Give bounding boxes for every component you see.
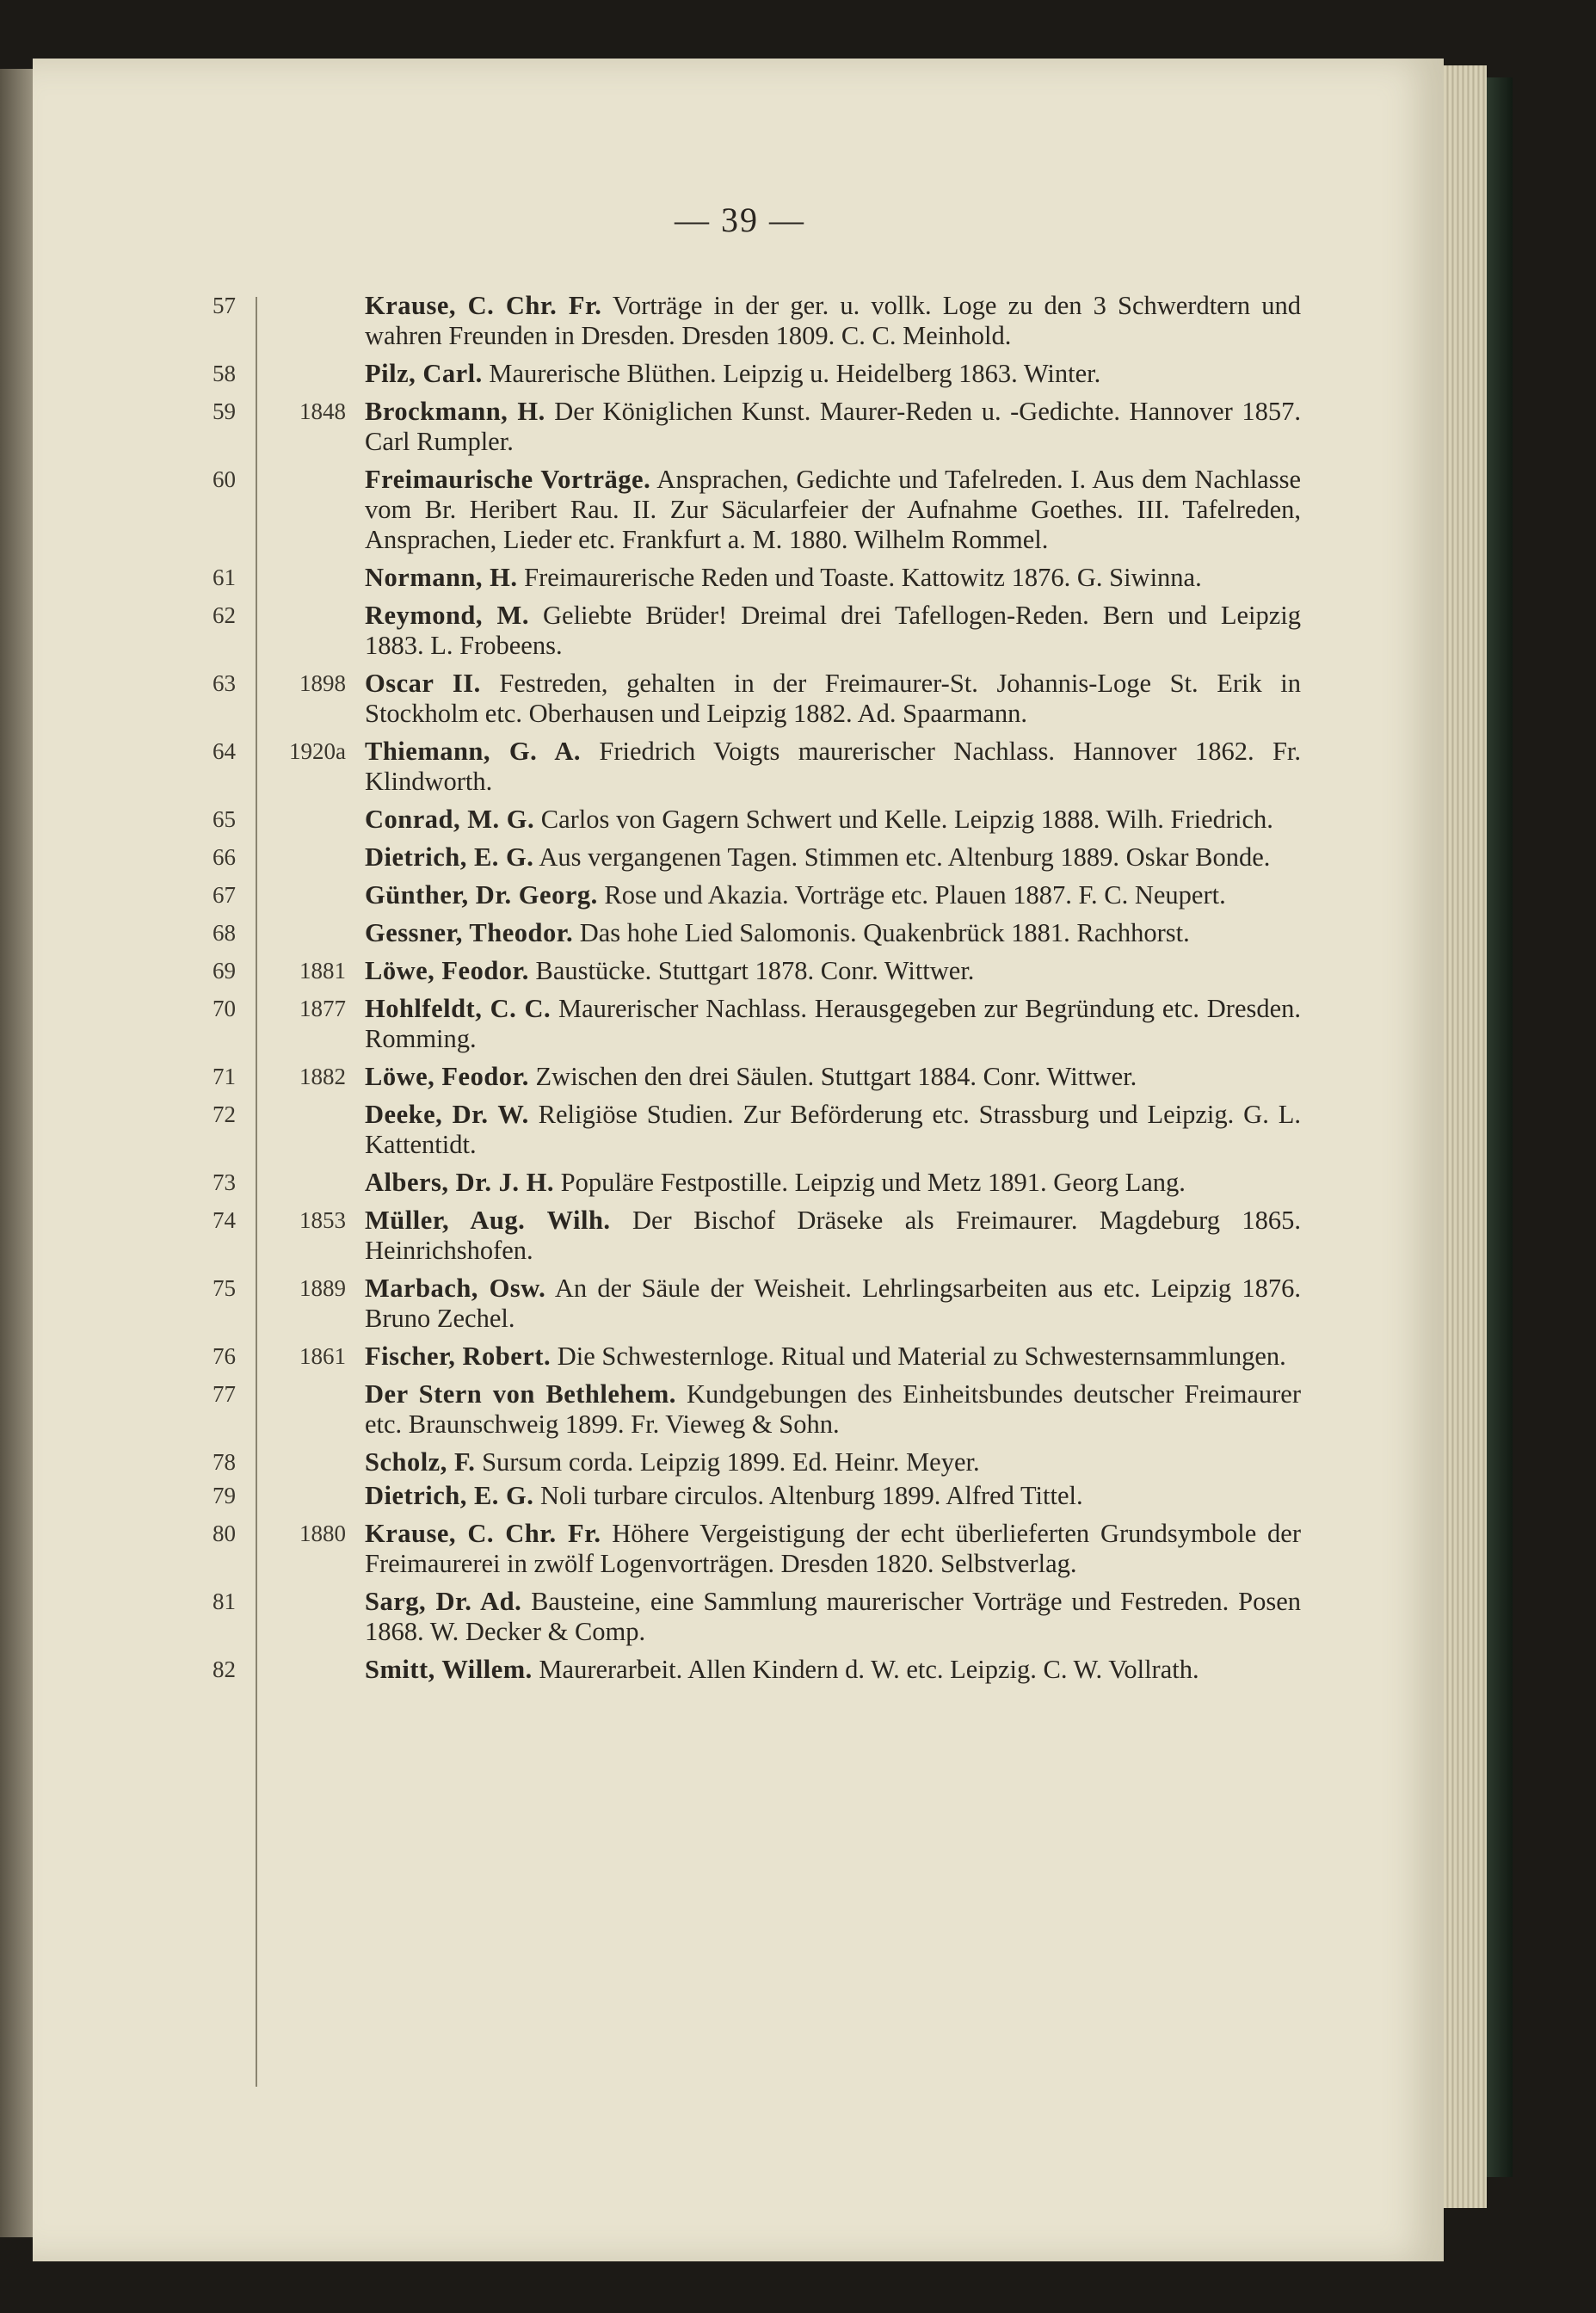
- entry-description: Zwischen den drei Säulen. Stuttgart 1884. Conr. Wittwer.: [535, 1062, 1137, 1091]
- list-item: [198, 956, 1303, 986]
- entry-description: Friedrich Voigts maurerischer Nachlass. Hannover 1862. Fr. Klindworth.: [365, 737, 1302, 796]
- entry-number: 69: [213, 958, 236, 984]
- entry-description: Festreden, gehalten in der Freimaurer-St. Johannis-Loge St. Erik in Stockholm etc. Oberhausen und Leipzig 1882. Ad. Spaarmann.: [365, 669, 1301, 728]
- page-number: — 39 —: [675, 200, 805, 239]
- entry-description: Bausteine, eine Sammlung maurerischer Vorträge und Festreden. Posen 1868. W. Decker & Comp.: [365, 1587, 1302, 1646]
- list-item: [198, 1519, 1303, 1579]
- entry-number: 78: [213, 1449, 236, 1475]
- entry-author: Krause, C. Chr. Fr.: [365, 1519, 601, 1548]
- entry-author: Freimaurische Vorträge.: [365, 465, 651, 494]
- entry-number: 79: [213, 1483, 236, 1508]
- entry-reference: 1881: [299, 958, 346, 984]
- entry-author: Fischer, Robert.: [365, 1342, 552, 1371]
- entry-reference: 1898: [299, 670, 346, 696]
- entry-author: Scholz, F.: [365, 1447, 476, 1477]
- entry-number: 58: [213, 361, 236, 386]
- entry-number: 68: [213, 920, 236, 946]
- entry-description: Aus vergangenen Tagen. Stimmen etc. Altenburg 1889. Oskar Bonde.: [539, 842, 1271, 872]
- list-item: [198, 1587, 1303, 1647]
- entry-number: 57: [213, 293, 236, 318]
- entry-number: 74: [213, 1207, 236, 1233]
- list-item: [198, 1447, 1303, 1477]
- entry-description: Geliebte Brüder! Dreimal drei Tafellogen-Reden. Bern und Leipzig 1883. L. Frobeens.: [365, 601, 1301, 660]
- entry-author: Normann, H.: [365, 563, 518, 592]
- entry-number: 76: [213, 1343, 236, 1369]
- entry-author: Dietrich, E. G.: [365, 842, 534, 872]
- book-cover-edge: [1487, 77, 1513, 2177]
- entry-author: Albers, Dr. J. H.: [365, 1168, 555, 1197]
- list-item: [198, 563, 1303, 593]
- list-item: [198, 1481, 1303, 1511]
- entry-description: Baustücke. Stuttgart 1878. Conr. Wittwer.: [535, 956, 975, 985]
- entry-description: Der Königlichen Kunst. Maurer-Reden u. -Gedichte. Hannover 1857. Carl Rumpler.: [365, 397, 1302, 456]
- previous-page-edge: [0, 69, 34, 2237]
- entry-number: 75: [213, 1275, 236, 1301]
- entry-author: Brockmann, H.: [365, 397, 545, 426]
- list-item: [198, 1100, 1303, 1160]
- entry-number: 82: [213, 1656, 236, 1682]
- entry-number: 59: [213, 398, 236, 424]
- list-item: [198, 918, 1303, 948]
- list-item: [198, 1274, 1303, 1334]
- entry-description: Kundgebungen des Einheitsbundes deutscher Freimaurer etc. Braunschweig 1899. Fr. Vieweg & Sohn.: [365, 1379, 1302, 1439]
- list-item: [198, 805, 1303, 835]
- list-item: [198, 1379, 1303, 1440]
- entry-author: Der Stern von Bethlehem.: [365, 1379, 676, 1409]
- list-item: [198, 465, 1303, 555]
- entry-description: Maurerischer Nachlass. Herausgegeben zur Begründung etc. Dresden. Romming.: [365, 994, 1302, 1053]
- list-item: [198, 1655, 1303, 1685]
- list-item: [198, 1168, 1303, 1198]
- entry-reference: 1880: [299, 1520, 346, 1546]
- entry-number: 71: [213, 1064, 236, 1089]
- entry-description: Religiöse Studien. Zur Beförderung etc. Strassburg und Leipzig. G. L. Kattentidt.: [365, 1100, 1301, 1159]
- entry-number: 72: [213, 1101, 236, 1127]
- entry-number: 73: [213, 1169, 236, 1195]
- entry-number: 64: [213, 738, 236, 764]
- entry-description: Höhere Vergeistigung der echt überlieferten Grundsymbole der Freimaurerei in zwölf Logenvorträgen. Dresden 1820. Selbstverlag.: [365, 1519, 1302, 1578]
- entry-reference: 1861: [299, 1343, 346, 1369]
- list-item: [198, 994, 1303, 1054]
- entry-description: Die Schwesternloge. Ritual und Material zu Schwesternsammlungen.: [557, 1342, 1286, 1371]
- entry-author: Conrad, M. G.: [365, 805, 535, 834]
- entry-description: Das hohe Lied Salomonis. Quakenbrück 1881. Rachhorst.: [579, 918, 1190, 947]
- entry-author: Müller, Aug. Wilh.: [365, 1206, 611, 1235]
- list-item: [198, 737, 1303, 797]
- entry-number: 65: [213, 806, 236, 832]
- entry-number: 61: [213, 564, 236, 590]
- entry-author: Deeke, Dr. W.: [365, 1100, 529, 1129]
- entry-reference: 1882: [299, 1064, 346, 1089]
- entry-author: Pilz, Carl.: [365, 359, 483, 388]
- entry-author: Löwe, Feodor.: [365, 956, 529, 985]
- entry-reference: 1853: [299, 1207, 346, 1233]
- entry-author: Thiemann, G. A.: [365, 737, 582, 766]
- entry-author: Hohlfeldt, C. C.: [365, 994, 552, 1023]
- entry-description: Ansprachen, Gedichte und Tafelreden. I. Aus dem Nachlasse vom Br. Heribert Rau. II. Zur Säcularfeier der Aufnahme Goethes. III. Tafelreden, Ansprachen, Lieder etc. Frankfurt a. M. 1880. Wilhelm Rommel.: [365, 465, 1301, 554]
- entry-author: Smitt, Willem.: [365, 1655, 533, 1684]
- entry-number: 62: [213, 602, 236, 628]
- entry-author: Dietrich, E. G.: [365, 1481, 534, 1510]
- entry-description: Maurerische Blüthen. Leipzig u. Heidelberg 1863. Winter.: [489, 359, 1101, 388]
- entry-description: Populäre Festpostille. Leipzig und Metz 1891. Georg Lang.: [560, 1168, 1186, 1197]
- list-item: [198, 1206, 1303, 1266]
- entry-author: Sarg, Dr. Ad.: [365, 1587, 522, 1616]
- entry-number: 66: [213, 844, 236, 870]
- entry-author: Günther, Dr. Georg.: [365, 880, 598, 910]
- list-item: [198, 880, 1303, 910]
- entry-reference: 1848: [299, 398, 346, 424]
- entry-reference: 1889: [299, 1275, 346, 1301]
- entry-description: Carlos von Gagern Schwert und Kelle. Leipzig 1888. Wilh. Friedrich.: [540, 805, 1273, 834]
- entry-number: 63: [213, 670, 236, 696]
- list-item: [198, 291, 1303, 351]
- entry-description: An der Säule der Weisheit. Lehrlingsarbeiten aus etc. Leipzig 1876. Bruno Zechel.: [365, 1274, 1301, 1333]
- entry-number: 77: [213, 1381, 236, 1407]
- list-item: [198, 669, 1303, 729]
- entry-description: Freimaurerische Reden und Toaste. Kattowitz 1876. G. Siwinna.: [524, 563, 1202, 592]
- entry-number: 81: [213, 1588, 236, 1614]
- entry-author: Oscar II.: [365, 669, 481, 698]
- entry-number: 60: [213, 466, 236, 492]
- entry-description: Rose und Akazia. Vorträge etc. Plauen 1887. F. C. Neupert.: [604, 880, 1226, 910]
- entry-author: Gessner, Theodor.: [365, 918, 574, 947]
- entry-author: Reymond, M.: [365, 601, 529, 630]
- entry-author: Krause, C. Chr. Fr.: [365, 291, 602, 320]
- list-item: [198, 842, 1303, 873]
- entry-author: Marbach, Osw.: [365, 1274, 546, 1303]
- list-item: [198, 1342, 1303, 1372]
- list-item: [198, 359, 1303, 389]
- entry-number: 67: [213, 882, 236, 908]
- entry-description: Vorträge in der ger. u. vollk. Loge zu den 3 Schwerdtern und wahren Freunden in Dresden. Dresden 1809. C. C. Meinhold.: [365, 291, 1301, 350]
- entry-reference: 1920a: [289, 738, 346, 764]
- page-stack-edges: [1444, 65, 1487, 2208]
- entry-reference: 1877: [299, 996, 346, 1021]
- entry-author: Löwe, Feodor.: [365, 1062, 529, 1091]
- entry-description: Sursum corda. Leipzig 1899. Ed. Heinr. Meyer.: [482, 1447, 980, 1477]
- entry-number: 80: [213, 1520, 236, 1546]
- entry-description: Der Bischof Dräseke als Freimaurer. Magdeburg 1865. Heinrichshofen.: [365, 1206, 1302, 1265]
- entry-number: 70: [213, 996, 236, 1021]
- list-item: [198, 1062, 1303, 1092]
- list-item: [198, 601, 1303, 661]
- entry-description: Maurerarbeit. Allen Kindern d. W. etc. Leipzig. C. W. Vollrath.: [539, 1655, 1199, 1684]
- entry-list: [198, 291, 1303, 1693]
- entry-description: Noli turbare circulos. Altenburg 1899. Alfred Tittel.: [540, 1481, 1083, 1510]
- list-item: [198, 397, 1303, 457]
